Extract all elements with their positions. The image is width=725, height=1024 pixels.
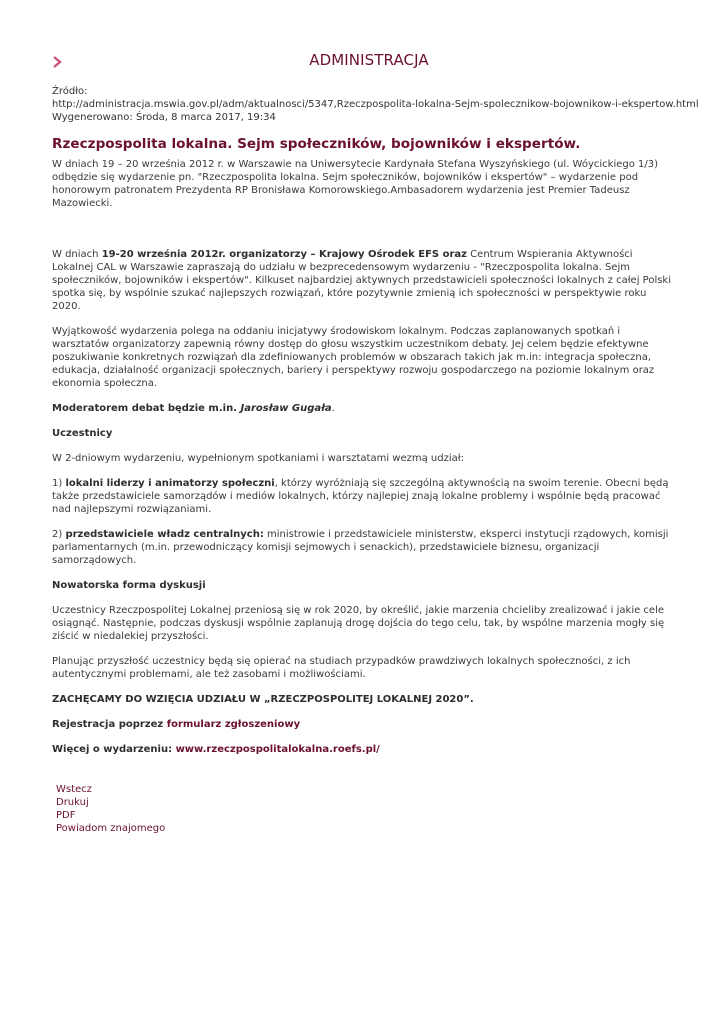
pdf-link[interactable]: PDF [56, 810, 76, 821]
participants-heading: Uczestnicy [52, 428, 113, 439]
event-website-link[interactable]: www.rzeczpospolitalokalna.roefs.pl/ [175, 744, 380, 755]
moderator-label: Moderatorem debat będzie m.in. [52, 403, 241, 414]
text: W dniach [52, 249, 102, 260]
moderator-name: Jarosław Gugała [240, 403, 332, 414]
paragraph-uniqueness: Wyjątkowość wydarzenia polega na oddaniu inicjatywy środowiskom lokalnym. Podczas zaplanowanych spotkań i warsztatów organizatorzy zapewnią równy dostęp do głosu wszystkim uczestnikom debaty. Jej celem będzie efektywne poszukiwanie konkretnych rozwiązań dla zdefiniowanych problemów w obszarach takich jak m.in: integracja społeczna, edukacja, działalność organizacji społecznych, bariery i perspektywy rozwoju gospodarczego na poziomie lokalnym oraz ekonomia społeczna. [52, 326, 655, 389]
registration-line: Rejestracja poprzez formularz zgłoszeniowy [52, 719, 301, 730]
document-page [52, 0, 699, 835]
article-title: Rzeczpospolita lokalna. Sejm społeczników, bojowników i ekspertów. [52, 136, 581, 152]
call-to-action: ZACHĘCAMY DO WZIĘCIA UDZIAŁU W „RZECZPOSPOLITEJ LOKALNEJ 2020”. [52, 694, 474, 705]
paragraph-moderator: Moderatorem debat będzie m.in. Jarosław Gugała. [52, 403, 335, 414]
paragraph-future: Uczestnicy Rzeczpospolitej Lokalnej przeniosą się w rok 2020, by określić, jakie marzenia chcieliby zrealizować i jakie cele osiągnąć. Następnie, podczas dyskusji wspólnie zaplanują drogę dojścia do tego celu, tak, by wspólne marzenia mogły się ziścić w niedalekiej przyszłości. [52, 605, 665, 642]
paragraph-planning: Planując przyszłość uczestnicy będą się opierać na studiach przypadków prawdziwych lokalnych społeczności, z ich autentycznymi problemami, ale też zasobami i możliwościami. [52, 656, 631, 680]
registration-form-link[interactable]: formularz zgłoszeniowy [166, 719, 301, 730]
generated-timestamp: Wygenerowano: Środa, 8 marca 2017, 19:34 [52, 112, 276, 123]
participants-item-2: 2) przedstawiciele władz centralnych: ministrowie i przedstawiciele ministerstw, eksperci instytucji rządowych, komisji parlamentarnych (m.in. przewodniczący komisji sejmowych i senackich), przedstawiciele biznesu, organizacji samorządowych. [52, 529, 669, 566]
back-link[interactable]: Wstecz [56, 784, 92, 795]
section-header [52, 0, 676, 78]
bold-text: 19-20 września 2012r. organizatorzy – Krajowy Ośrodek EFS oraz [101, 249, 467, 260]
section-title: ADMINISTRACJA [309, 51, 429, 69]
form-heading: Nowatorska forma dyskusji [52, 580, 206, 591]
article-lead: W dniach 19 – 20 września 2012 r. w Warszawie na Uniwersytecie Kardynała Stefana Wyszyńskiego (ul. Wóycickiego 1/3) odbędzie się wydarzenie pn. "Rzeczpospolita lokalna. Sejm społeczników, bojowników i ekspertów" – wydarzenie pod honorowym patronatem Prezydenta RP Bronisława Komorowskiego.Ambasadorem wydarzenia jest Premier Tadeusz Mazowiecki. [52, 159, 659, 209]
article-body [52, 248, 676, 756]
participants-item-1: 1) lokalni liderzy i animatorzy społeczni, którzy wyróżniają się szczególną aktywnością na swoim terenie. Obecni będą także przedstawiciele samorządów i mediów lokalnych, którzy najlepiej znają lokalne problemy i wspólnie będą pracować nad najlepszymi rozwiązaniami. [52, 478, 669, 515]
print-link[interactable]: Drukuj [56, 797, 89, 808]
source-url: http://administracja.mswia.gov.pl/adm/aktualnosci/5347,Rzeczpospolita-lokalna-Sejm-spolecznikow-bojownikow-i-ekspertow.html [52, 99, 699, 110]
footer-links [52, 783, 676, 835]
source-meta [52, 85, 699, 124]
paragraph-dates [52, 248, 676, 313]
source-label: Źródło: [52, 86, 88, 97]
more-info-line: Więcej o wydarzeniu: www.rzeczpospolitalokalna.roefs.pl/ [52, 744, 380, 755]
participants-intro: W 2-dniowym wydarzeniu, wypełnionym spotkaniami i warsztatami wezmą udział: [52, 453, 464, 464]
notify-friend-link[interactable]: Powiadom znajomego [56, 823, 166, 834]
text: Centrum Wspierania Aktywności Lokalnej CAL w Warszawie zapraszają do udziału w bezprecedensowym wydarzeniu - "Rzeczpospolita lokalna. Sejm społeczników, bojowników i ekspertów". Kilkuset najbardziej aktywnych przedstawicieli społeczności lokalnych z całej Polski spotka się, by wspólnie szukać najlepszych rozwiązań, które pozytywnie zmienią ich społeczności w perspektywie roku 2020. [52, 249, 671, 312]
